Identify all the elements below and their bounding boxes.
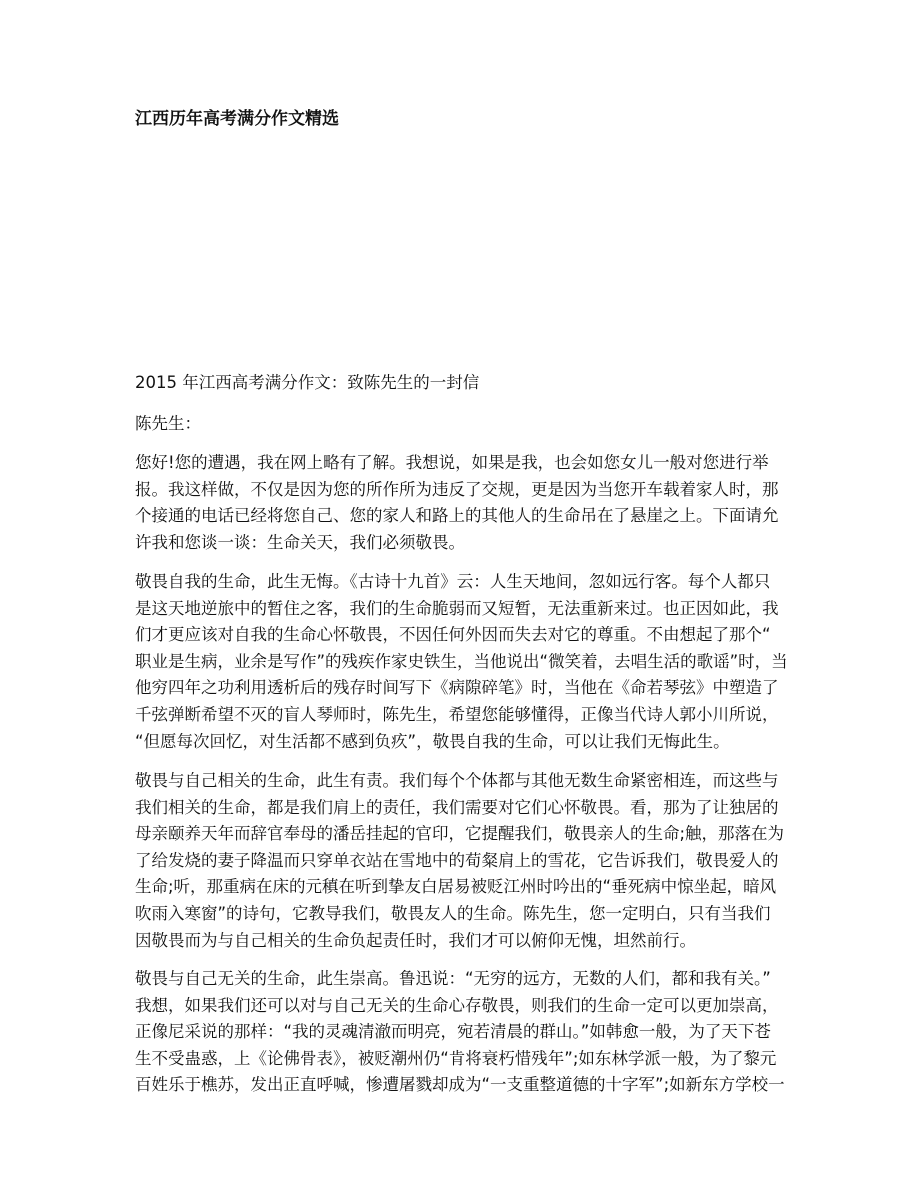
text-line: 职业是生病，业余是写作”的残疾作家史铁生，当他说出“微笑着，去唱生活的歌谣”时，当 bbox=[135, 651, 788, 671]
text-line: 敬畏与自己无关的生命，此生崇高。鲁迅说：“无穷的远方，无数的人们，都和我有关。” bbox=[135, 969, 771, 988]
paragraph-unrelated-life bbox=[135, 966, 795, 1099]
text-line: 百姓乐于樵苏，发出正直呼喊，惨遭屠戮却成为“一支重整道德的十字军”;如新东方学校一 bbox=[135, 1075, 785, 1095]
text-line: 是这天地逆旅中的暂住之客，我们的生命脆弱而又短暂，无法重新来过。也正因如此，我 bbox=[135, 598, 779, 618]
text-line: 您好!您的遭遇，我在网上略有了解。我想说，如果是我，也会如您女儿一般对您进行举 bbox=[135, 453, 769, 472]
text-line: 我想，如果我们还可以对与自己无关的生命心存敬畏，则我们的生命一定可以更加崇高， bbox=[135, 995, 779, 1015]
text-line: 千弦弹断希望不灭的盲人琴师时，陈先生，希望您能够懂得，正像当代诗人郭小川所说， bbox=[135, 704, 779, 724]
text-line: 他穷四年之功利用透析后的残存时间写下《病隙碎笔》时，当他在《命若琴弦》中塑造了 bbox=[135, 678, 779, 698]
text-line: 报。我这样做，不仅是因为您的所作所为违反了交规，更是因为当您开车载着家人时，那 bbox=[135, 479, 779, 499]
text-line: 敬畏与自己相关的生命，此生有责。我们每个个体都与其他无数生命紧密相连，而这些与 bbox=[135, 771, 779, 790]
paragraph-related-life bbox=[135, 768, 795, 954]
text-line: 生命;听，那重病在床的元稹在听到挚友白居易被贬江州时吟出的“垂死病中惊坐起，暗风 bbox=[135, 877, 777, 897]
text-line: 正像尼采说的那样：“我的灵魂清澈而明亮，宛若清晨的群山。”如韩愈一般，为了天下苍 bbox=[135, 1022, 771, 1042]
text-line: “但愿每次回忆，对生活都不感到负疚”，敬畏自我的生命，可以让我们无悔此生。 bbox=[135, 731, 730, 751]
text-line: 许我和您谈一谈：生命关天，我们必须敬畏。 bbox=[135, 532, 465, 552]
text-line: 们才更应该对自我的生命心怀敬畏，不因任何外因而失去对它的尊重。不由想起了那个“ bbox=[135, 625, 771, 645]
text-line: 个接通的电话已经将您自己、您的家人和路上的其他人的生命吊在了悬崖之上。下面请允 bbox=[135, 506, 779, 526]
text-line: 母亲颐养天年而辞官奉母的潘岳挂起的官印，它提醒我们，敬畏亲人的生命;触，那落在为 bbox=[135, 824, 785, 844]
paragraph-greeting bbox=[135, 450, 795, 556]
text-line: 我们相关的生命，都是我们肩上的责任，我们需要对它们心怀敬畏。看，那为了让独居的 bbox=[135, 797, 779, 817]
salutation: 陈先生： bbox=[135, 414, 201, 433]
text-line: 敬畏自我的生命，此生无悔。《古诗十九首》云：人生天地间，忽如远行客。每个人都只 bbox=[135, 572, 771, 591]
text-line: 吹雨入寒窗”的诗句，它教导我们，敬畏友人的生命。陈先生，您一定明白，只有当我们 bbox=[135, 903, 771, 923]
text-line: 因敬畏而为与自己相关的生命负起责任时，我们才可以俯仰无愧，坦然前行。 bbox=[135, 930, 696, 950]
text-line: 生不受蛊惑，上《论佛骨表》，被贬潮州仍“肯将衰朽惜残年”;如东林学派一般，为了黎元 bbox=[135, 1048, 777, 1068]
text-line: 了给发烧的妻子降温而只穿单衣站在雪地中的荀粲肩上的雪花，它告诉我们，敬畏爱人的 bbox=[135, 850, 779, 870]
essay-heading: 2015 年江西高考满分作文：致陈先生的一封信 bbox=[135, 373, 480, 392]
paragraph-self-life bbox=[135, 569, 795, 755]
document-title: 江西历年高考满分作文精选 bbox=[135, 109, 339, 129]
